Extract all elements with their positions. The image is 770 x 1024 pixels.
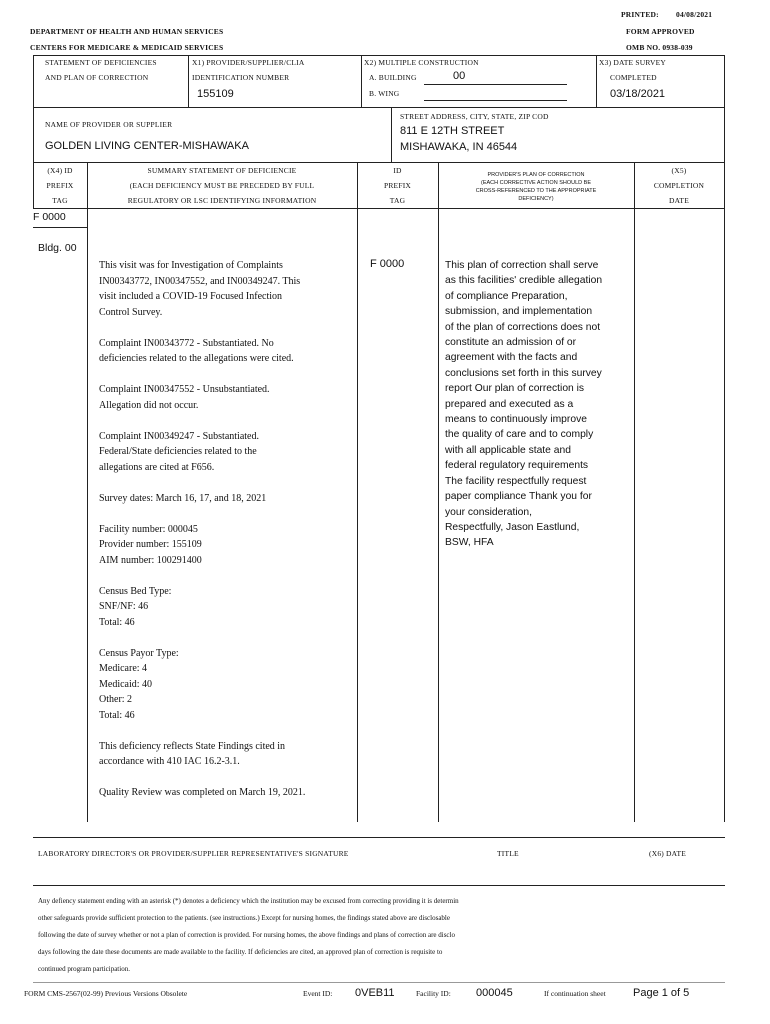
id-header-2: PREFIX (383, 181, 412, 190)
x4-header-3: TAG (52, 196, 68, 205)
x3-label-1: X3) DATE SURVEY (599, 58, 666, 67)
provider-name-value: GOLDEN LIVING CENTER-MISHAWAKA (45, 140, 249, 152)
plan-header-1: PROVIDER'S PLAN OF CORRECTION (487, 172, 585, 178)
summary-paragraph: Quality Review was completed on March 19, 2021. (99, 787, 306, 798)
survey-date-value: 03/18/2021 (610, 88, 666, 100)
x2-label: X2) MULTIPLE CONSTRUCTION (364, 58, 479, 67)
x4-header-1: (X4) ID (47, 166, 73, 175)
summary-paragraph: Census Payor Type: Medicare: 4 Medicaid: 40 Other: 2 Total: 46 (99, 647, 179, 721)
x1-label-2: IDENTIFICATION NUMBER (192, 73, 290, 82)
address-line-1: 811 E 12TH STREET (400, 125, 505, 137)
signature-label: LABORATORY DIRECTOR'S OR PROVIDER/SUPPLIER REPRESENTATIVE'S SIGNATURE (38, 849, 349, 858)
summary-paragraph: This visit was for Investigation of Complaints IN00343772, IN00347552, and IN00349247. This visit included a COVID-19 Focused Infection Control Survey. (99, 260, 301, 318)
plan-of-correction-text: This plan of correction shall serve as this facilities' credible allegation of compliance Preparation, submission, and implementation of the plan of corrections does not constitute an admission of or agreement with the facts and conclusions set forth in this survey report Our plan of correction is prepared and executed as a means to continuously improve the quality of care and to comply with all applicable state and federal regulatory requirements The facility respectfully request paper compliance Thank you for your consideration, Respectfully, Jason Eastlund, BSW, HFA (445, 260, 603, 549)
summary-paragraph: Facility number: 000045 Provider number: 155109 AIM number: 100291400 (99, 523, 202, 566)
statement-label-2: AND PLAN OF CORRECTION (45, 73, 149, 82)
x5-header-3: DATE (669, 196, 689, 205)
continuation-label: If continuation sheet (544, 989, 606, 998)
facility-id-value: 000045 (476, 987, 513, 999)
event-id-value: 0VEB11 (355, 987, 395, 999)
id-header-3: TAG (389, 196, 406, 205)
summary-paragraph: Survey dates: March 16, 17, and 18, 2021 (99, 492, 267, 504)
x1-label-1: X1) PROVIDER/SUPPLIER/CLIA (192, 58, 305, 67)
event-id-label: Event ID: (303, 989, 333, 998)
summary-header-2: (EACH DEFICIENCY MUST BE PRECEDED BY FULL (129, 181, 315, 190)
provider-name-label: NAME OF PROVIDER OR SUPPLIER (45, 120, 173, 129)
building-value: 00 (453, 70, 466, 82)
address-line-2: MISHAWAKA, IN 46544 (400, 141, 518, 153)
x5-header-2: COMPLETION (653, 181, 705, 190)
title-label: TITLE (497, 849, 519, 858)
wing-label: B. WING (369, 89, 400, 98)
provider-id-value: 155109 (197, 88, 234, 100)
date-label: (X6) DATE (649, 849, 687, 858)
summary-statement (99, 258, 349, 816)
summary-paragraph: Census Bed Type: SNF/NF: 46 Total: 46 (99, 585, 172, 628)
printed-label: PRINTED: (621, 10, 659, 19)
form-label: FORM CMS-2567(02-99) Previous Versions Obsolete (24, 989, 188, 998)
right-tag: F 0000 (370, 258, 405, 270)
x5-header-1: (X5) (671, 166, 687, 175)
plan-header-3: CROSS-REFERENCED TO THE APPROPRIATE (475, 188, 597, 194)
id-header-1: ID (393, 166, 402, 175)
plan-header-2: (EACH CORRECTIVE ACTION SHOULD BE (480, 180, 592, 186)
printed-date: 04/08/2021 (676, 10, 713, 19)
statement-label-1: STATEMENT OF DEFICIENCIES (45, 58, 157, 67)
x4-header-2: PREFIX (46, 181, 74, 190)
department-line: DEPARTMENT OF HEALTH AND HUMAN SERVICES (30, 27, 224, 36)
building-tag: Bldg. 00 (38, 242, 77, 254)
summary-paragraph: This deficiency reflects State Findings cited in accordance with 410 IAC 16.2-3.1. (99, 740, 286, 767)
left-tag: F 0000 (33, 211, 66, 223)
disclaimer (38, 893, 728, 978)
disclaimer-line: Any defiency statement ending with an asterisk (*) denotes a deficiency which the institution may be excused from correcting providing it is determin (38, 897, 459, 905)
address-label: STREET ADDRESS, CITY, STATE, ZIP COD (400, 112, 549, 121)
summary-paragraph: Complaint IN00349247 - Substantiated. Federal/State deficiencies related to the allegations are cited at F656. (99, 430, 259, 473)
summary-paragraph: Complaint IN00343772 - Substantiated. No deficiencies related to the allegations were cited. (99, 337, 294, 364)
disclaimer-line: other safeguards provide sufficient protection to the patients. (see instructions.) Except for nursing homes, the findings stated above are disclosable (38, 914, 450, 922)
omb-number: OMB NO. 0938-039 (626, 43, 693, 52)
summary-header-3: REGULATORY OR LSC IDENTIFYING INFORMATION (127, 196, 317, 205)
summary-header-1: SUMMARY STATEMENT OF DEFICIENCIE (147, 166, 297, 175)
plan-header-4: DEFICIENCY) (518, 196, 554, 202)
disclaimer-line: continued program participation. (38, 965, 130, 973)
facility-id-label: Facility ID: (416, 989, 451, 998)
disclaimer-line: following the date of survey whether or not a plan of correction is provided. For nursing homes, the above findings and plans of correction are disclo (38, 931, 455, 939)
centers-line: CENTERS FOR MEDICARE & MEDICAID SERVICES (30, 43, 224, 52)
summary-paragraph: Complaint IN00347552 - Unsubstantiated. Allegation did not occur. (99, 384, 270, 411)
form-approved: FORM APPROVED (626, 27, 695, 36)
building-label: A. BUILDING (369, 73, 417, 82)
disclaimer-line: days following the date these documents are made available to the facility. If deficiencies are cited, an approved plan of correction is requisite to (38, 948, 443, 956)
x3-label-2: COMPLETED (610, 73, 657, 82)
page-number: Page 1 of 5 (633, 987, 690, 999)
